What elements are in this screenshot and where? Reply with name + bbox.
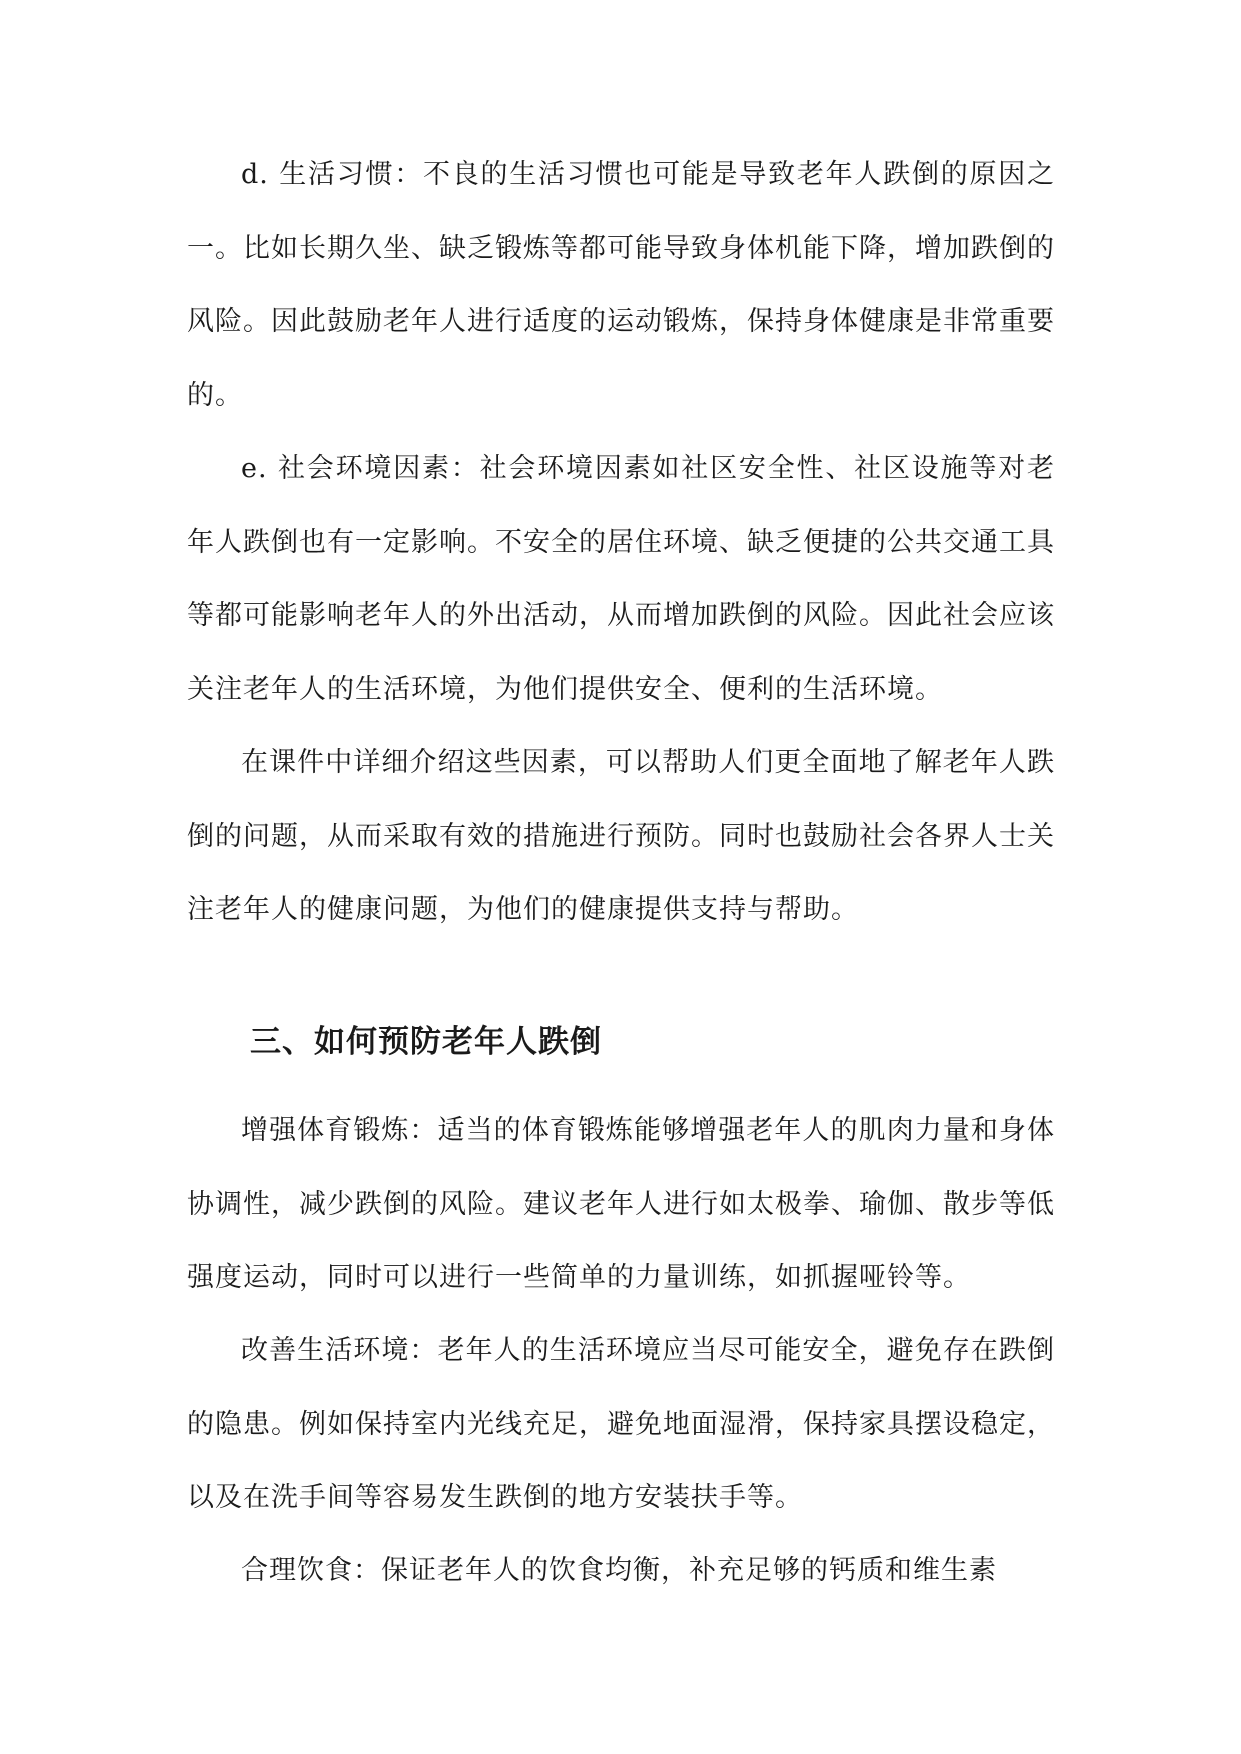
paragraph-living-environment: 改善生活环境：老年人的生活环境应当尽可能安全，避免存在跌倒的隐患。例如保持室内光线充足，避免地面湿滑，保持家具摆设稳定，以及在洗手间等容易发生跌倒的地方安装扶手等。 xyxy=(187,1335,1055,1513)
paragraph-social-environment: e. 社会环境因素：社会环境因素如社区安全性、社区设施等对老年人跌倒也有一定影响。不安全的居住环境、缺乏便捷的公共交通工具等都可能影响老年人的外出活动，从而增加跌倒的风险。因此社会应该关注老年人的生活环境，为他们提供安全、便利的生活环境。 xyxy=(187,453,1055,705)
paragraph-exercise: 增强体育锻炼：适当的体育锻炼能够增强老年人的肌肉力量和身体协调性，减少跌倒的风险。建议老年人进行如太极拳、瑜伽、散步等低强度运动，同时可以进行一些简单的力量训练，如抓握哑铃等。 xyxy=(187,1115,1055,1293)
section-heading-prevention: 三、如何预防老年人跌倒 xyxy=(250,1024,602,1060)
paragraph-courseware-summary: 在课件中详细介绍这些因素，可以帮助人们更全面地了解老年人跌倒的问题，从而采取有效的措施进行预防。同时也鼓励社会各界人士关注老年人的健康问题，为他们的健康提供支持与帮助。 xyxy=(187,747,1055,925)
paragraph-diet: 合理饮食：保证老年人的饮食均衡，补充足够的钙质和维生素 xyxy=(241,1555,997,1586)
paragraph-living-habits: d. 生活习惯：不良的生活习惯也可能是导致老年人跌倒的原因之一。比如长期久坐、缺乏锻炼等都可能导致身体机能下降，增加跌倒的风险。因此鼓励老年人进行适度的运动锻炼，保持身体健康是非常重要的。 xyxy=(187,159,1055,411)
